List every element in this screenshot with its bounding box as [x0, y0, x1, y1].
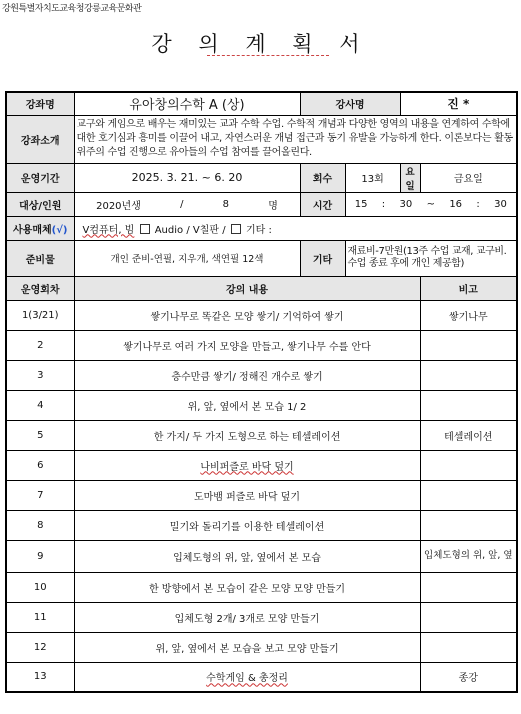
session-number: 6: [6, 450, 74, 480]
course-name: 유아창의수학 A (상): [74, 92, 300, 115]
target-row: [6, 192, 517, 216]
time-tilde: ~: [426, 198, 435, 210]
session-number: 2: [6, 330, 74, 360]
session-content: 나비퍼즐로 바닥 덮기: [74, 450, 420, 480]
target-separator: /: [180, 198, 184, 210]
table-row: [6, 572, 517, 602]
table-row: [6, 360, 517, 390]
organization-name: 강원특별자치도교육청강릉교육문화관: [2, 4, 142, 14]
document-title: 강 의 계 획 서: [151, 32, 370, 56]
session-note: [420, 360, 517, 390]
time-end-minute: 30: [494, 198, 507, 210]
session-number: 3: [6, 360, 74, 390]
session-note: [420, 390, 517, 420]
media-separator: /: [222, 224, 226, 236]
session-content: 한 방향에서 본 모습이 같은 모양 모양 만들기: [74, 572, 420, 602]
session-note: 종강: [420, 662, 517, 692]
session-content: 위, 앞, 옆에서 본 모습을 보고 모양 만들기: [74, 632, 420, 662]
capacity-unit: 명: [268, 200, 278, 212]
intro-label: 강좌소개: [6, 115, 74, 163]
session-content: 수학게임 & 총정리: [74, 662, 420, 692]
intro-text: 교구와 게임으로 배우는 재미있는 교과 수학 수업. 수학적 개념과 다양한 영역의 내용을 연계하여 수학에 대한 호기심과 흥미를 이끌어 내고, 자연스러운 개념 접근과 동기 유발을 가능하게 한다. 이론보다는 활동 위주의 수업 진행으로 유아들의 수업 참여를 끌어올린다.: [74, 115, 517, 163]
session-content: 입체도형 2개/ 3개로 모양 만들기: [74, 602, 420, 632]
session-note: [420, 572, 517, 602]
session-content: 도마뱀 퍼즐로 바닥 덮기: [74, 480, 420, 510]
target-label: 대상/인원: [6, 192, 74, 216]
session-number: 1(3/21): [6, 300, 74, 330]
table-row: [6, 450, 517, 480]
session-content: 위, 앞, 옆에서 본 모습 1/ 2: [74, 390, 420, 420]
instructor-name: 진 *: [400, 92, 517, 115]
time-cell: [345, 192, 517, 216]
etc-label: 기타: [300, 240, 345, 276]
table-row: [6, 540, 517, 572]
supplies-label: 준비물: [6, 240, 74, 276]
session-number: 12: [6, 632, 74, 662]
table-row: [6, 480, 517, 510]
schedule-header-no: 운영회차: [6, 276, 74, 300]
session-number: 13: [6, 662, 74, 692]
session-number: 7: [6, 480, 74, 510]
time-colon: :: [381, 198, 386, 210]
session-content: 한 가지/ 두 가지 도형으로 하는 테셀레이션: [74, 420, 420, 450]
session-content: 밀기와 돌리기를 이용한 테셀레이션: [74, 510, 420, 540]
table-row: [6, 390, 517, 420]
audio-checkbox[interactable]: [140, 224, 150, 234]
table-row: [6, 420, 517, 450]
lecture-plan-table: [5, 91, 518, 693]
capacity-value: 8: [222, 198, 230, 210]
session-note: [420, 480, 517, 510]
session-note: 테셀레이션: [420, 420, 517, 450]
session-note: [420, 450, 517, 480]
target-cell: [74, 192, 300, 216]
time-colon: :: [476, 198, 480, 210]
media-separator: /: [186, 224, 190, 236]
media-check-mark: (√): [51, 224, 68, 236]
media-computer-beam: V컴퓨터, 빔: [82, 224, 135, 236]
media-label: 사용매체: [13, 224, 52, 236]
session-number: 9: [6, 540, 74, 572]
time-start-minute: 30: [399, 198, 413, 210]
media-options: [74, 216, 517, 240]
schedule-header-row: [6, 276, 517, 300]
session-note: [420, 632, 517, 662]
period-row: [6, 163, 517, 192]
session-content: 쌓기나무로 똑같은 모양 쌓기/ 기억하여 쌓기: [74, 300, 420, 330]
table-row: [6, 632, 517, 662]
etc-checkbox[interactable]: [231, 224, 241, 234]
time-start-hour: 15: [354, 198, 368, 210]
sessions-label: 회수: [300, 163, 345, 192]
session-note: [420, 510, 517, 540]
period-label: 운영기간: [6, 163, 74, 192]
session-number: 8: [6, 510, 74, 540]
schedule-header-content: 강의 내용: [74, 276, 420, 300]
instructor-label: 강사명: [300, 92, 400, 115]
media-etc: 기타 :: [246, 224, 272, 236]
supplies-value: 개인 준비-연필, 지우개, 색연필 12색: [74, 240, 300, 276]
table-row: [6, 662, 517, 692]
course-label: 강좌명: [6, 92, 74, 115]
course-row: [6, 92, 517, 115]
time-end-hour: 16: [449, 198, 463, 210]
etc-value: 재료비-7만원(13주 수업 교재, 교구비. 수업 종료 후에 개인 제공함): [345, 240, 517, 276]
session-note: [420, 330, 517, 360]
session-content: 쌓기나무로 여러 가지 모양을 만들고, 쌓기나무 수를 안다: [74, 330, 420, 360]
media-row: [6, 216, 517, 240]
title-underline: [207, 55, 329, 56]
session-number: 11: [6, 602, 74, 632]
day-value: 금요일: [420, 163, 517, 192]
period-value: 2025. 3. 21. ~ 6. 20: [74, 163, 300, 192]
session-note: 입체도형의 위, 앞, 옆: [420, 540, 517, 572]
session-content: 입체도형의 위, 앞, 옆에서 본 모습: [74, 540, 420, 572]
session-content: 층수만큼 쌓기/ 정해진 개수로 쌓기: [74, 360, 420, 390]
intro-row: [6, 115, 517, 163]
table-row: [6, 602, 517, 632]
session-note: 쌓기나무: [420, 300, 517, 330]
session-number: 5: [6, 420, 74, 450]
schedule-header-note: 비고: [420, 276, 517, 300]
session-number: 10: [6, 572, 74, 602]
time-label: 시간: [300, 192, 345, 216]
media-label-cell: [6, 216, 74, 240]
supplies-row: [6, 240, 517, 276]
target-value: 2020년생: [96, 200, 141, 212]
table-row: [6, 510, 517, 540]
media-audio: Audio: [154, 224, 184, 236]
table-row: [6, 330, 517, 360]
media-board: V칠판: [192, 224, 220, 236]
day-label: 요일: [400, 163, 420, 192]
table-row: [6, 300, 517, 330]
session-note: [420, 602, 517, 632]
session-number: 4: [6, 390, 74, 420]
sessions-value: 13회: [345, 163, 400, 192]
